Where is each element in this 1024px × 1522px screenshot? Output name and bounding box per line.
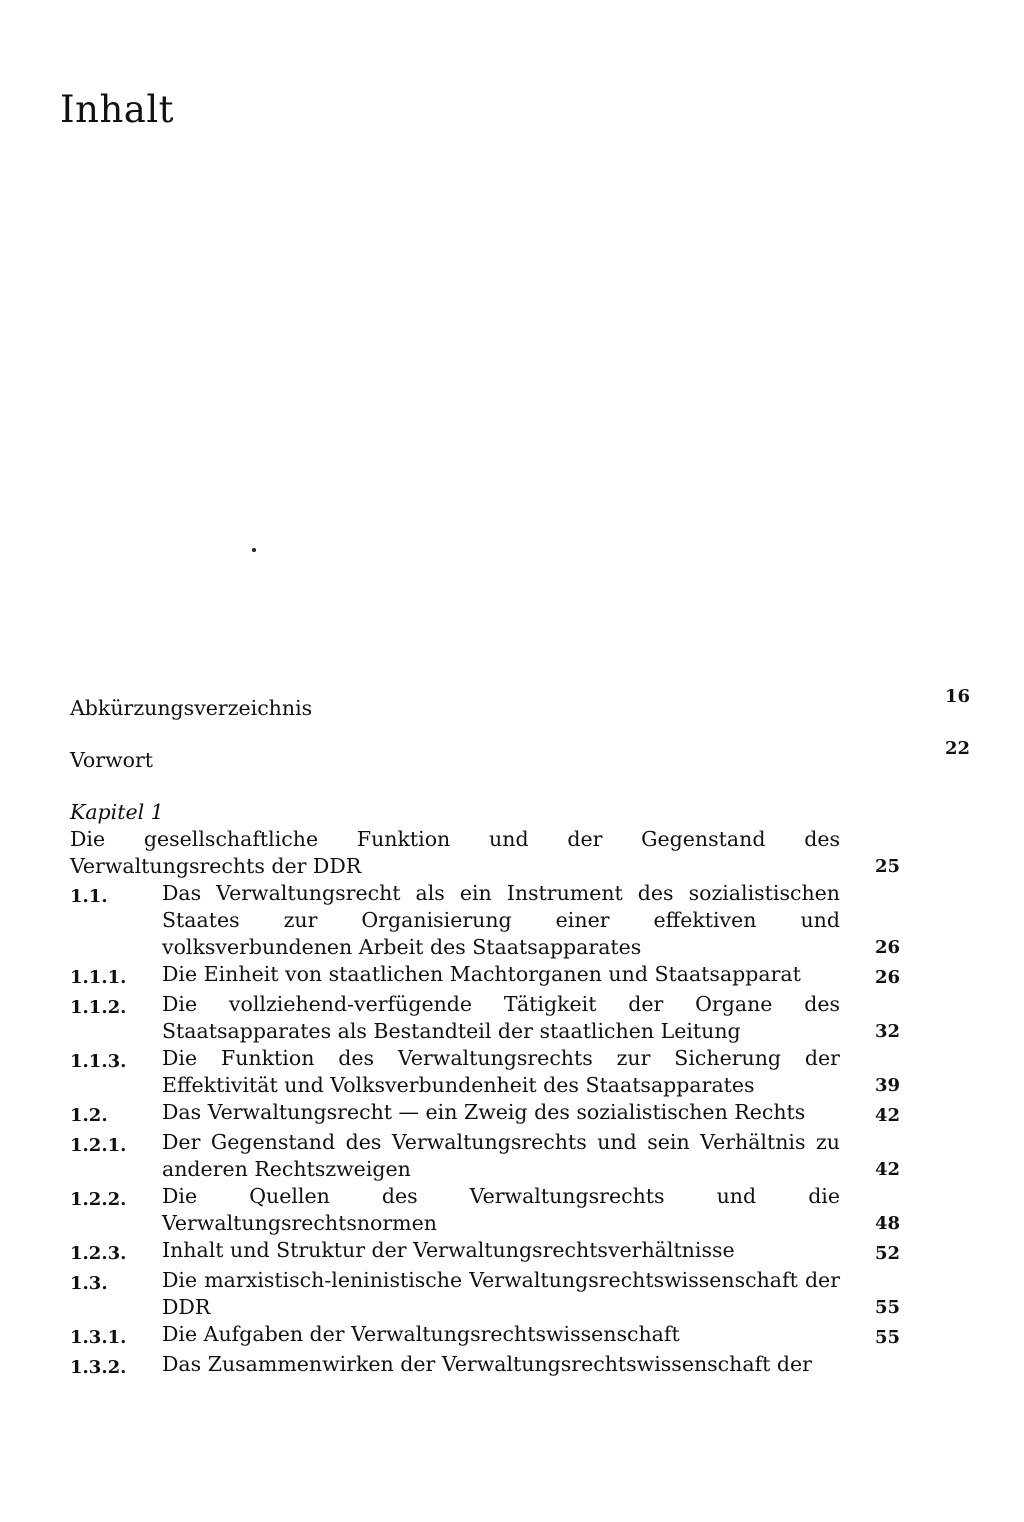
toc-page-number: 52 [874,1243,900,1264]
toc-entry-abkuerzungsverzeichnis[interactable] [70,686,970,722]
toc-section-number: 1.2.1. [70,1135,127,1156]
toc-section-number: 1.3. [70,1273,108,1294]
toc-page-number: 32 [874,1021,900,1042]
toc-entry-text: Der Gegenstand des Verwaltungsrechts und sein Verhältnis zu anderen Rechtszweigen [162,1130,840,1181]
chapter-title: Die gesellschaftliche Funktion und der Gegenstand des Verwaltungsrechts der DDR [70,827,840,878]
toc-section-number: 1.2. [70,1105,108,1126]
toc-entry-text: Die Aufgaben der Verwaltungsrechtswissenschaft [162,1322,680,1346]
toc-page-number: 55 [874,1327,900,1348]
chapter-label: Kapitel 1 [70,800,164,824]
toc-entry-text: Inhalt und Struktur der Verwaltungsrechtsverhältnisse [162,1238,735,1262]
toc-entry[interactable] [70,1237,900,1267]
toc-page-number: 48 [874,1213,900,1234]
toc-entry[interactable] [70,1267,900,1321]
toc-entry-text: Das Verwaltungsrecht — ein Zweig des sozialistischen Rechts [162,1100,806,1124]
toc-page-number: 25 [874,856,900,877]
toc-entry-text: Die Funktion des Verwaltungsrechts zur Sicherung der Effektivität und Volksverbundenheit des Staatsapparates [162,1046,840,1097]
toc-entry-text: Vorwort [70,748,153,772]
print-speck [252,548,256,552]
toc-page-number: 26 [874,967,900,988]
toc-entry-text: Das Zusammenwirken der Verwaltungsrechtswissenschaft der [162,1352,812,1376]
toc-section-number: 1.3.1. [70,1327,127,1348]
toc-entry-text: Die vollziehend-verfügende Tätigkeit der Organe des Staatsapparates als Bestandteil der staatlichen Leitung [162,992,840,1043]
toc-page-number: 42 [874,1159,900,1180]
toc-section-number: 1.2.3. [70,1243,127,1264]
toc-page-number: 16 [944,686,970,707]
toc-section-number: 1.1. [70,886,108,907]
toc-entry[interactable] [70,1099,900,1129]
toc-entry[interactable] [70,991,900,1045]
toc-page-number: 55 [874,1297,900,1318]
toc-entries [70,880,900,1381]
toc-entry[interactable] [70,1321,900,1351]
toc-entry[interactable] [70,961,900,991]
toc-entry-text: Das Verwaltungsrecht als ein Instrument des sozialistischen Staates zur Organisierung einer effektiven und volksverbundenen Arbeit des Staatsapparates [162,881,840,959]
toc-page-number: 22 [944,738,970,759]
toc-entry[interactable] [70,1129,900,1183]
toc-entry[interactable] [70,1045,900,1099]
toc-section-number: 1.2.2. [70,1189,127,1210]
toc-entry-text: Die marxistisch-leninistische Verwaltungsrechtswissenschaft der DDR [162,1268,840,1319]
page-title: Inhalt [60,88,175,131]
toc-page-number: 42 [874,1105,900,1126]
toc-section-number: 1.1.3. [70,1051,127,1072]
toc-entry-text: Die Einheit von staatlichen Machtorganen und Staatsapparat [162,962,801,986]
toc-entry-text: Die Quellen des Verwaltungsrechts und die Verwaltungsrechtsnormen [162,1184,840,1235]
toc-entry[interactable] [70,1351,900,1381]
toc-entry-text: Abkürzungsverzeichnis [70,696,313,720]
toc-section-number: 1.1.2. [70,997,127,1018]
toc-section-number: 1.1.1. [70,967,127,988]
toc-page-number: 39 [874,1075,900,1096]
toc-entry-chapter-1[interactable] [70,826,900,880]
toc-entry[interactable] [70,1183,900,1237]
toc-entry[interactable] [70,880,900,961]
toc-section-number: 1.3.2. [70,1357,127,1378]
table-of-contents [70,686,970,1381]
toc-entry-vorwort[interactable] [70,738,970,774]
toc-page-number: 26 [874,937,900,958]
